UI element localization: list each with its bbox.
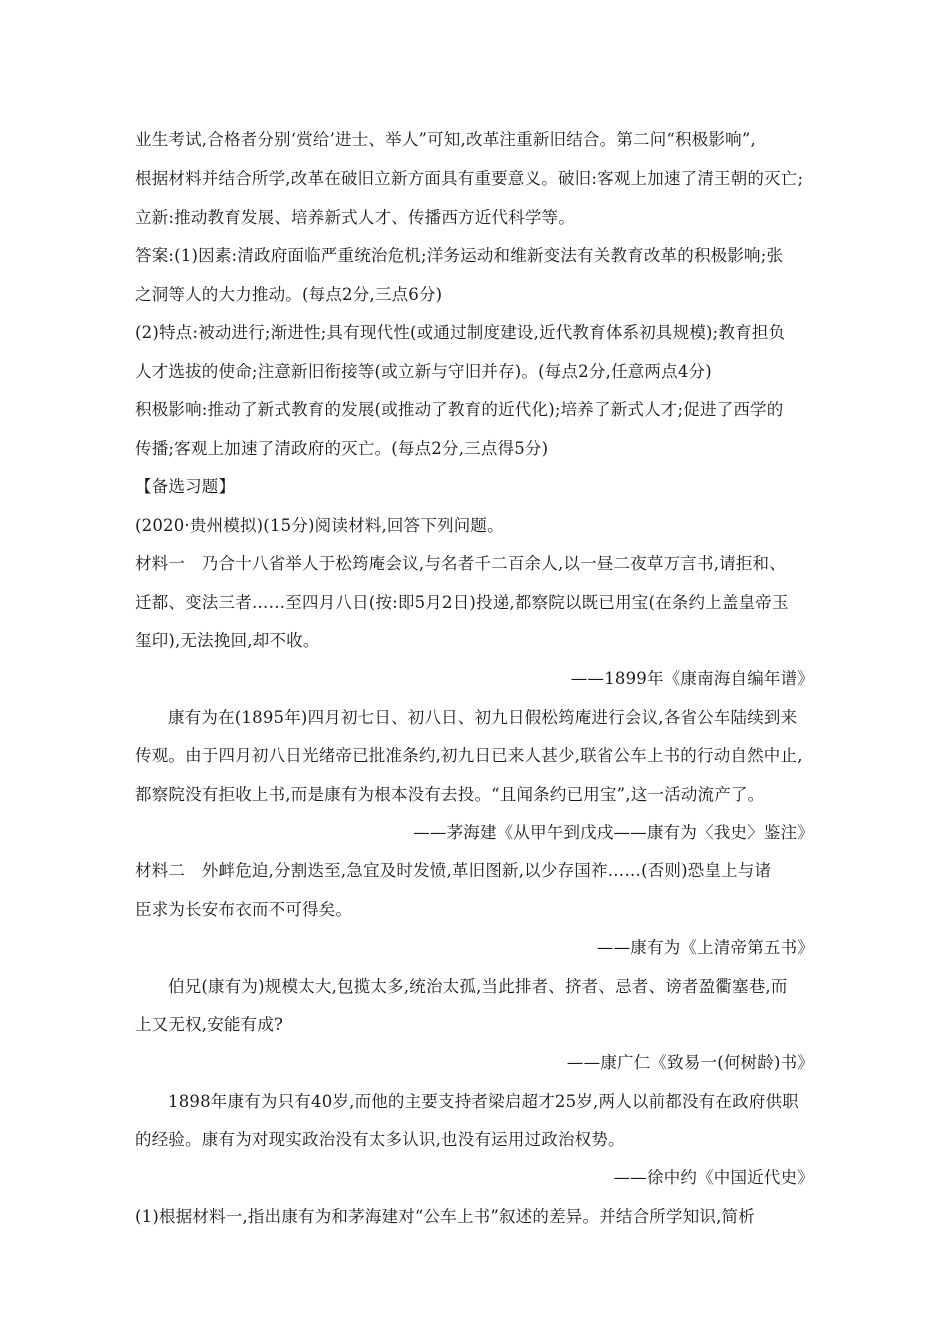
material-line: 臣求为长安布衣而不可得矣。	[135, 900, 353, 919]
citation: ——茅海建《从甲午到戊戌——康有为〈我史〉鉴注》	[413, 823, 814, 842]
answer-line: 答案:(1)因素:清政府面临严重统治危机;洋务运动和维新变法有关教育改革的积极影响;张	[135, 246, 784, 265]
material-line: 康有为在(1895年)四月初七日、初八日、初九日假松筠庵进行会议,各省公车陆续到来	[168, 708, 798, 727]
answer-line: (2)特点:被动进行;渐进性;具有现代性(或通过制度建设,近代教育体系初具规模);教育担负	[135, 323, 786, 342]
section-heading: 【备选习题】	[135, 477, 236, 496]
answer-line: 之洞等人的大力推动。(每点2分,三点6分)	[135, 285, 443, 304]
material-line: 1898年康有为只有40岁,而他的主要支持者梁启超才25岁,两人以前都没有在政府供职	[168, 1092, 799, 1111]
question-line: (1)根据材料一,指出康有为和茅海建对“公车上书”叙述的差异。并结合所学知识,简析	[135, 1207, 755, 1226]
citation: ——徐中约《中国近代史》	[613, 1168, 814, 1187]
text-line: 根据材料并结合所学,改革在破旧立新方面具有重要意义。破旧:客观上加速了清王朝的灭亡;	[135, 169, 804, 188]
answer-line: 人才选拔的使命;注意新旧衔接等(或立新与守旧并存)。(每点2分,任意两点4分)	[135, 362, 712, 381]
material-line: 迁都、变法三者……至四月八日(按:即5月2日)投递,都察院以既已用宝(在条约上盖皇帝玉	[135, 593, 789, 612]
text-line: 业生考试,合格者分别‘赏给’进士、举人”可知,改革注重新旧结合。第二问“积极影响”,	[135, 130, 756, 149]
material-line: 上又无权,安能有成?	[135, 1015, 284, 1034]
material-line: 伯兄(康有为)规模太大,包揽太多,统治太孤,当此排者、挤者、忌者、谤者盈衢塞巷,而	[168, 977, 788, 996]
material-line: 材料二 外衅危迫,分割迭至,急宜及时发愤,革旧图新,以少存国祚……(否则)恐皇上与诸	[135, 861, 772, 880]
material-line: 都察院没有拒收上书,而是康有为根本没有去投。“且闻条约已用宝”,这一活动流产了。	[135, 785, 765, 804]
material-line: 材料一 乃合十八省举人于松筠庵会议,与名者千二百余人,以一昼二夜草万言书,请拒和、	[135, 554, 786, 573]
material-line: 玺印),无法挽回,却不收。	[135, 631, 320, 650]
answer-line: 传播;客观上加速了清政府的灭亡。(每点2分,三点得5分)	[135, 439, 549, 458]
citation: ——1899年《康南海自编年谱》	[570, 669, 814, 688]
material-line: 的经验。康有为对现实政治没有太多认识,也没有运用过政治权势。	[135, 1130, 625, 1149]
material-line: 传观。由于四月初八日光绪帝已批准条约,初九日已来人甚少,联省公车上书的行动自然中止,	[135, 746, 803, 765]
answer-line: 积极影响:推动了新式教育的发展(或推动了教育的近代化);培养了新式人才;促进了西学的	[135, 400, 784, 419]
question-intro: (2020·贵州模拟)(15分)阅读材料,回答下列问题。	[135, 516, 504, 535]
text-line: 立新:推动教育发展、培养新式人才、传播西方近代科学等。	[135, 208, 575, 227]
citation: ——康广仁《致易一(何树龄)书》	[566, 1053, 814, 1072]
citation: ——康有为《上清帝第五书》	[596, 938, 814, 957]
